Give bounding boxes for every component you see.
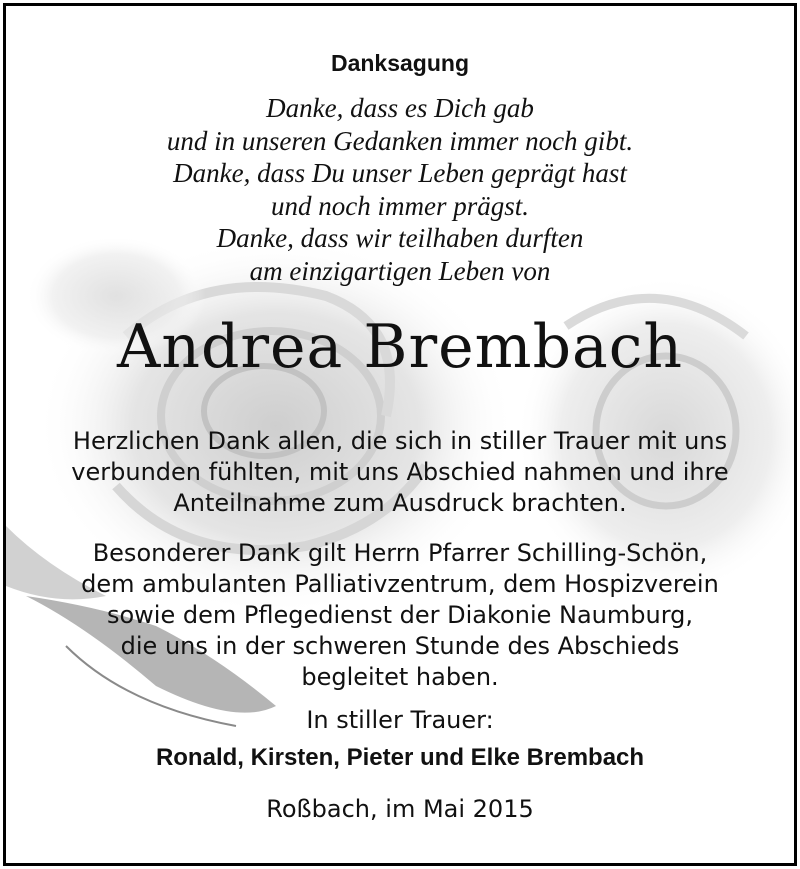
paragraph-line: Anteilnahme zum Ausdruck brachten. bbox=[173, 489, 627, 517]
obituary-card bbox=[3, 3, 797, 866]
obituary-text bbox=[6, 6, 794, 863]
paragraph-line: sowie dem Pflegedienst der Diakonie Naumburg, bbox=[106, 601, 694, 629]
poem-line: Danke, dass es Dich gab bbox=[266, 93, 534, 123]
paragraph-line: Herzlichen Dank allen, die sich in stiller Trauer mit uns bbox=[72, 427, 728, 455]
poem-line: am einzigartigen Leben von bbox=[249, 255, 551, 286]
poem bbox=[6, 92, 794, 287]
poem-line: und in unseren Gedanken immer noch gibt. bbox=[166, 125, 634, 156]
paragraph-line: Besonderer Dank gilt Herrn Pfarrer Schilling-Schön, bbox=[92, 539, 708, 567]
family-names: Ronald, Kirsten, Pieter und Elke Brembach bbox=[155, 744, 645, 771]
paragraph-line: verbunden fühlten, mit uns Abschied nahmen und ihre bbox=[71, 458, 729, 486]
paragraph-line: die uns in der schweren Stunde des Abschieds bbox=[120, 632, 680, 660]
thanks-paragraph-1 bbox=[6, 426, 794, 519]
mourning-phrase: In stiller Trauer: bbox=[306, 706, 494, 734]
place-date: Roßbach, im Mai 2015 bbox=[266, 795, 534, 823]
deceased-name: Andrea Brembach bbox=[116, 312, 683, 382]
poem-line: Danke, dass Du unser Leben geprägt hast bbox=[173, 158, 627, 188]
paragraph-line: begleitet haben. bbox=[301, 663, 499, 691]
paragraph-line: dem ambulanten Palliativzentrum, dem Hospizverein bbox=[81, 570, 719, 598]
poem-line: Danke, dass wir teilhaben durften bbox=[216, 223, 584, 253]
thanks-paragraph-2 bbox=[6, 538, 794, 693]
heading: Danksagung bbox=[330, 50, 470, 76]
poem-line: und noch immer prägst. bbox=[271, 190, 529, 221]
